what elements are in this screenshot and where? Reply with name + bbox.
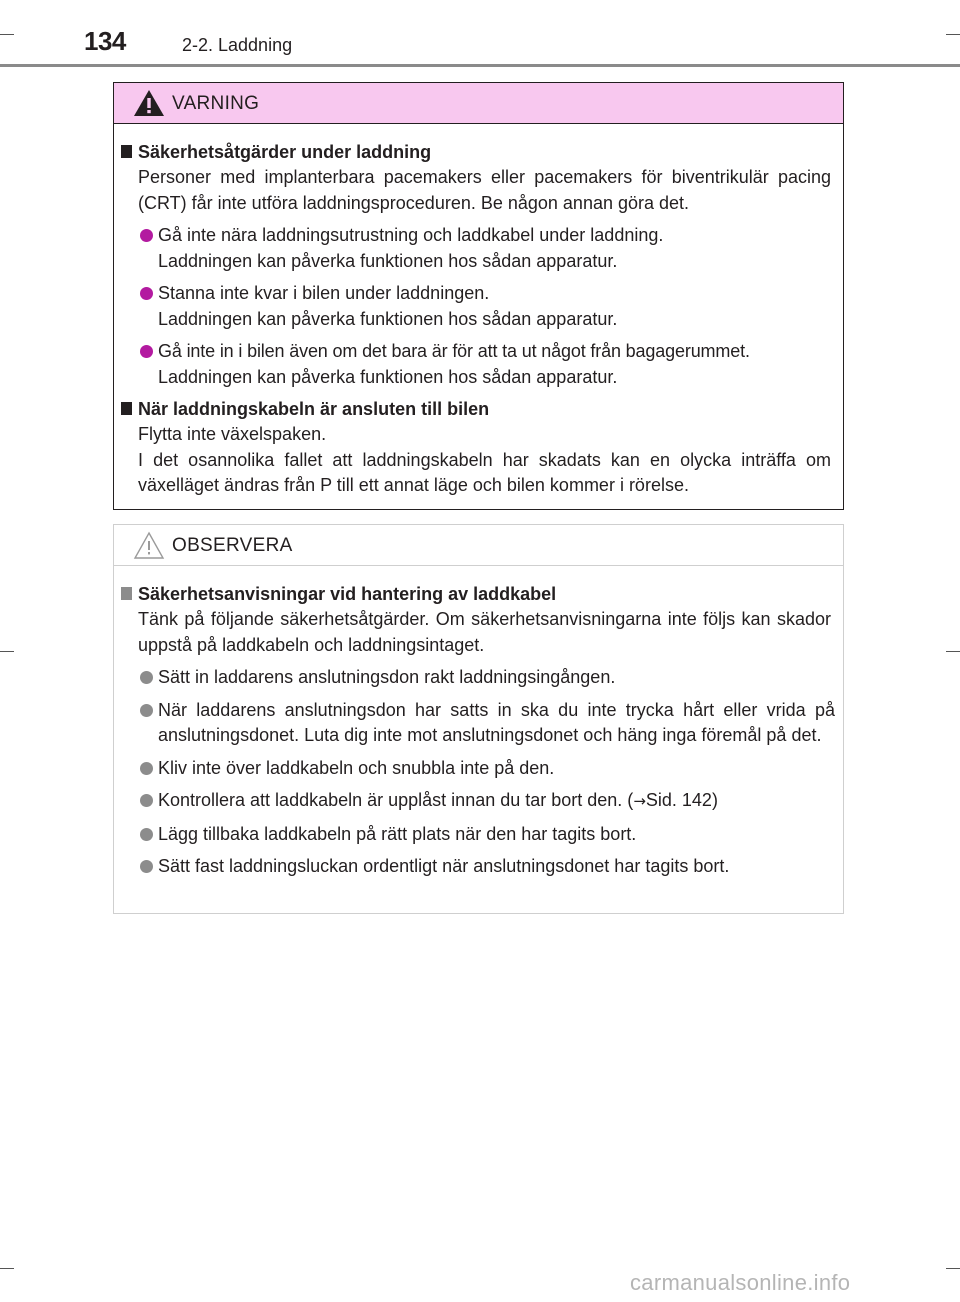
arrow-right-icon: →	[633, 792, 646, 810]
notice-label: OBSERVERA	[172, 535, 293, 556]
section-heading: Säkerhetsåtgärder under laddning	[114, 139, 843, 165]
bullet-dot-icon	[140, 762, 153, 775]
bullet-dot-icon	[140, 229, 153, 242]
section-title: 2-2. Laddning	[182, 35, 293, 55]
bullet-dot-icon	[140, 860, 153, 873]
square-bullet-icon	[121, 587, 132, 600]
list-item: Lägg tillbaka laddkabeln på rätt plats när den har tagits bort.	[114, 822, 843, 848]
list-item: Stanna inte kvar i bilen under laddningen. Laddningen kan påverka funktionen hos sådan apparatur.	[114, 281, 843, 332]
warning-content	[114, 139, 843, 499]
warning-header	[114, 83, 843, 124]
paragraph: Personer med implanterbara pacemakers eller pacemakers för biventrikulär pacing (CRT) får inte utföra laddningsproceduren. Be någon annan göra det.	[138, 167, 831, 213]
page-header	[0, 0, 960, 66]
notice-header	[114, 525, 843, 566]
section-heading: Säkerhetsanvisningar vid hantering av laddkabel	[114, 581, 843, 607]
list-item: När laddarens anslutningsdon har satts in ska du inte trycka hårt eller vrida på anslutningsdonet. Luta dig inte mot anslutningsdonet och häng inga föremål på det.	[114, 698, 843, 749]
bullet-dot-icon	[140, 794, 153, 807]
warning-label: VARNING	[172, 93, 260, 114]
notice-box	[113, 524, 844, 914]
crop-mark	[0, 651, 14, 652]
list-item: Gå inte nära laddningsutrustning och laddkabel under laddning. Laddningen kan påverka funktionen hos sådan apparatur.	[114, 223, 843, 274]
bullet-dot-icon	[140, 704, 153, 717]
bullet-dot-icon	[140, 345, 153, 358]
paragraph: Flytta inte växelspaken. I det osannolika fallet att laddningskabeln har skadats kan en olycka inträffa om växelläget ändras från P till ett annat läge och bilen kommer i rörelse.	[138, 424, 831, 495]
square-bullet-icon	[121, 145, 132, 158]
crop-mark	[0, 1268, 14, 1269]
header-rule	[0, 64, 960, 67]
bullet-dot-icon	[140, 671, 153, 684]
notice-content	[114, 581, 843, 880]
page-number: 134	[84, 26, 126, 56]
warning-box	[113, 82, 844, 510]
list-item: Kliv inte över laddkabeln och snubbla inte på den.	[114, 756, 843, 782]
bullet-dot-icon	[140, 828, 153, 841]
square-bullet-icon	[121, 402, 132, 415]
list-item: Kontrollera att laddkabeln är upplåst innan du tar bort den. (→Sid. 142)	[114, 788, 843, 815]
crop-mark	[946, 1268, 960, 1269]
list-item: Sätt fast laddningsluckan ordentligt när anslutningsdonet har tagits bort.	[114, 854, 843, 880]
list-item: Gå inte in i bilen även om det bara är för att ta ut något från bagagerummet. Laddningen kan påverka funktionen hos sådan apparatur.	[114, 339, 843, 390]
list-item: Sätt in laddarens anslutningsdon rakt laddningsingången.	[114, 665, 843, 691]
bullet-dot-icon	[140, 287, 153, 300]
section-heading: När laddningskabeln är ansluten till bilen	[114, 396, 843, 422]
watermark: carmanualsonline.info	[630, 1270, 851, 1295]
page-reference[interactable]: Sid. 142)	[645, 790, 718, 810]
caution-triangle-outline-icon	[132, 529, 166, 561]
crop-mark	[946, 651, 960, 652]
warning-triangle-icon	[132, 87, 166, 119]
paragraph: Tänk på följande säkerhetsåtgärder. Om säkerhetsanvisningarna inte följs kan skador uppstå på laddkabeln och laddningsintaget.	[138, 609, 831, 655]
